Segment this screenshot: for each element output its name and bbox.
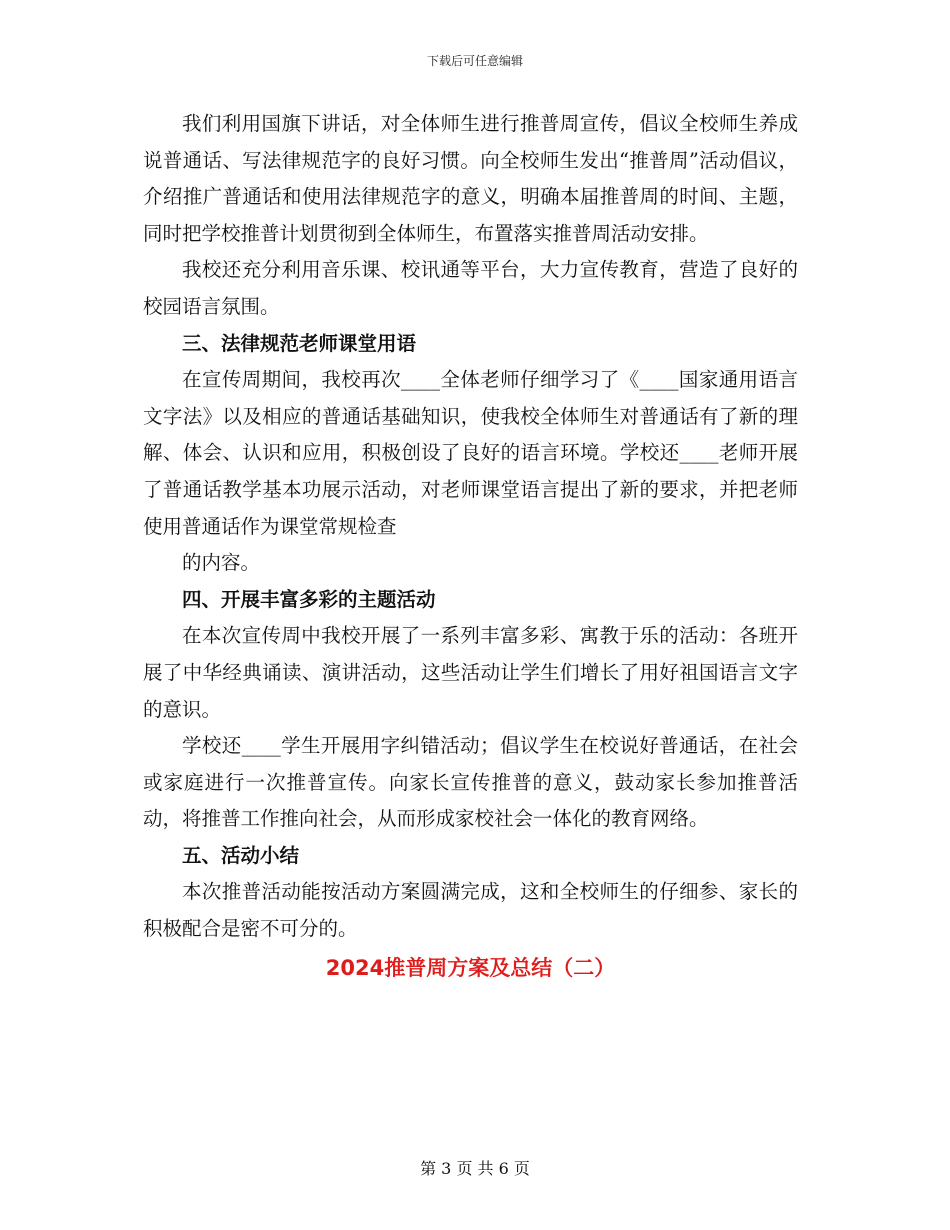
document-body — [143, 106, 798, 988]
section-heading-4: 四、开展丰富多彩的主题活动 — [182, 587, 436, 611]
paragraph-teacher-language: 在宣传周期间，我校再次____全体老师仔细学习了《____国家通用语言文字法》以及相应的普通话基础知识，使我校全体师生对普通话有了新的理解、体会、认识和应用，积极创设了良好的语言环境。学校还____老师开展了普通话教学基本功展示活动，对老师课堂语言提出了新的要求，并把老师使用普通话作为课堂常规检查 — [143, 368, 798, 538]
paragraph-themed-activities: 在本次宣传周中我校开展了一系列丰富多彩、寓教于乐的活动：各班开展了中华经典诵读、演讲活动，这些活动让学生们增长了用好祖国语言文字的意识。 — [143, 624, 798, 721]
next-section-title: 2024推普周方案及总结（二） — [325, 955, 616, 980]
page-number: 第 3 页 共 6 页 — [420, 1159, 530, 1178]
paragraph-teacher-language-end: 的内容。 — [182, 551, 261, 575]
paragraph-summary: 本次推普活动能按活动方案圆满完成，这和全校师生的仔细参、家长的积极配合是密不可分的。 — [143, 880, 798, 941]
section-heading-5: 五、活动小结 — [182, 843, 300, 867]
paragraph-error-correction: 学校还____学生开展用字纠错活动；倡议学生在校说好普通话，在社会或家庭进行一次推普宣传。向家长宣传推普的意义，鼓动家长参加推普活动，将推普工作推向社会，从而形成家校社会一体化的教育网络。 — [143, 734, 798, 831]
paragraph-publicity-platforms: 我校还充分利用音乐课、校讯通等平台，大力宣传教育，营造了良好的校园语言氛围。 — [143, 258, 798, 318]
section-heading-3: 三、法律规范老师课堂用语 — [182, 331, 417, 355]
page-header-note: 下载后可任意编辑 — [426, 54, 523, 68]
paragraph-flag-speech: 我们利用国旗下讲话，对全体师生进行推普周宣传，倡议全校师生养成说普通话、写法律规范字的良好习惯。向全校师生发出“推普周”活动倡议，介绍推广普通话和使用法律规范字的意义，明确本届推普周的时间、主题，同时把学校推普计划贯彻到全体师生，布置落实推普周活动安排。 — [143, 112, 798, 245]
